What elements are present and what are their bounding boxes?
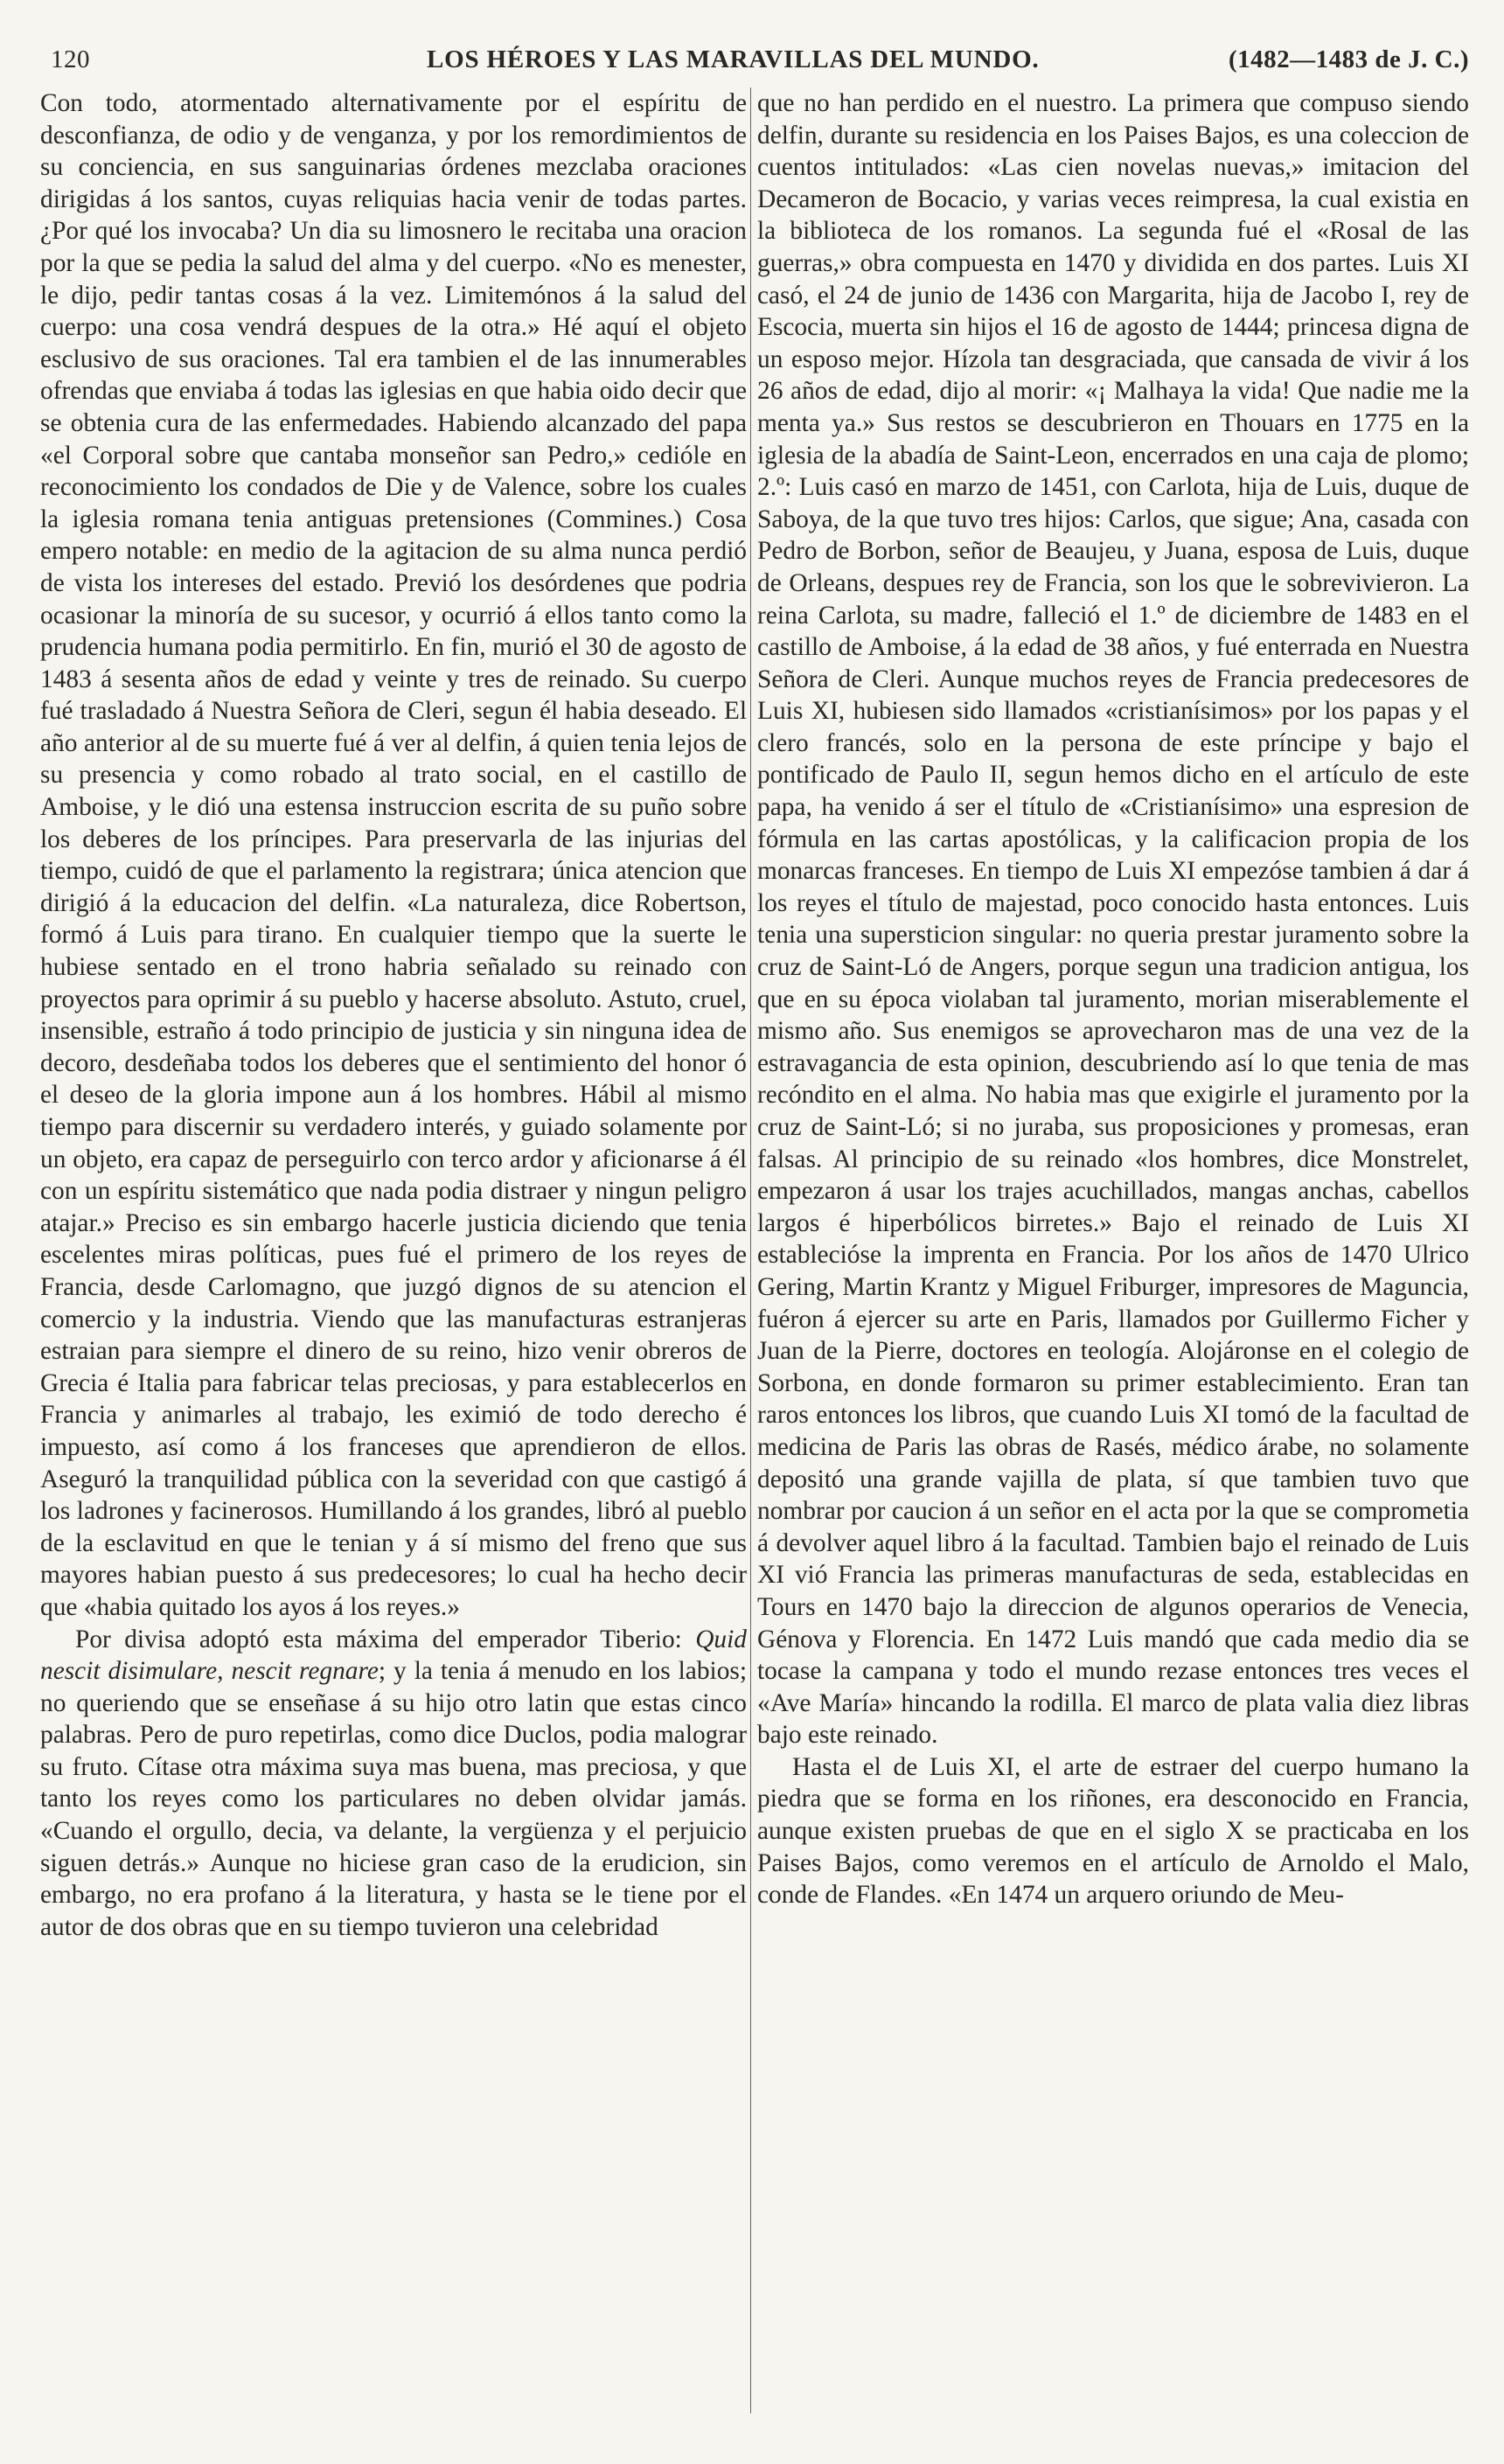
latin-motto: Quid nescit disimulare, nescit regnare <box>40 1625 747 1686</box>
motto-continuation: ; y la tenia á menudo en los labios; no queriendo que se enseñase á su hijo otro latin que estas cinco palabras. Pero de puro repetirlas, como dice Duclos, podia malograr su fruto. Cítase otra máxima suya mas buena, mas preciosa, y que tanto los reyes como los particulares no deben olvidar jamás. «Cuando el orgullo, decia, va delante, la vergüenza y el perjuicio siguen detrás.» Aunque no hiciese gran caso de la erudicion, sin embargo, no era profano á la literatura, y hasta se le tiene por el autor de dos obras que en su tiempo tuvieron una celebridad <box>40 1657 747 1941</box>
left-paragraph-2 <box>40 1624 747 1944</box>
page-number: 120 <box>51 45 90 73</box>
left-paragraph-1: Con todo, atormentado alternativamente por el espíritu de desconfianza, de odio y de venganza, y por los remordimientos de su conciencia, en sus sanguinarias órdenes mezclaba oraciones dirigidas á los santos, cuyas reliquias hacia venir de todas partes. ¿Por qué los invocaba? Un dia su limosnero le recitaba una oracion por la que se pedia la salud del alma y del cuerpo. «No es menester, le dijo, pedir tantas cosas á la vez. Limitemónos á la salud del cuerpo: una cosa vendrá despues de la otra.» Hé aquí el objeto esclusivo de sus oraciones. Tal era tambien el de las innumerables ofrendas que enviaba á todas las iglesias en que habia oido decir que se obtenia cura de las enfermedades. Habiendo alcanzado del papa «el Corporal sobre que cantaba monseñor san Pedro,» cedióle en reconocimiento los condados de Die y de Valence, sobre los cuales la iglesia romana tenia antiguas pretensiones (Commines.) Cosa empero notable: en medio de la agitacion de su alma nunca perdió de vista los intereses del estado. Previó los desórdenes que podria ocasionar la minoría de su sucesor, y ocurrió á ellos tanto como la prudencia humana podia permitirlo. En fin, murió el 30 de agosto de 1483 á sesenta años de edad y veinte y tres de reinado. Su cuerpo fué trasladado á Nuestra Señora de Cleri, segun él habia deseado. El año anterior al de su muerte fué á ver al delfin, á quien tenia lejos de su presencia y como robado al trato social, en el castillo de Amboise, y le dió una estensa instruccion escrita de su puño sobre los deberes de los príncipes. Para preservarla de las injurias del tiempo, cuidó de que el parlamento la registrara; única atencion que dirigió á la educacion del delfin. «La naturaleza, dice Robertson, formó á Luis para tirano. En cualquier tiempo que la suerte le hubiese sentado en el trono habria señalado su reinado con proyectos para oprimir á su pueblo y hacerse absoluto. Astuto, cruel, insensible, estraño á todo principio de justicia y sin ninguna idea de decoro, desdeñaba todos los deberes que el sentimiento del honor ó el deseo de la gloria impone aun á los hombres. Hábil al mismo tiempo para discernir su verdadero interés, y guiado solamente por un objeto, era capaz de perseguirlo con terco ardor y aficionarse á él con un espíritu sistemático que nada podia distraer y ningun peligro atajar.» Preciso es sin embargo hacerle justicia diciendo que tenia escelentes miras políticas, pues fué el primero de los reyes de Francia, desde Carlomagno, que juzgó dignos de su atencion el comercio y la industria. Viendo que las manufacturas estranjeras estraian para siempre el dinero de su reino, hizo venir obreros de Grecia é Italia para fabricar telas preciosas, y para establecerlos en Francia y animarles al trabajo, les eximió de todo derecho é impuesto, así como á los franceses que aprendieron de ellos. Aseguró la tranquilidad pública con la severidad con que castigó á los ladrones y facinerosos. Humillando á los grandes, libró al pueblo de la esclavitud en que le tenian y á sí mismo del freno que sus mayores habian puesto á sus predecesores; lo cual ha hecho decir que «habia quitado los ayos á los reyes.» <box>40 89 747 1621</box>
date-range: (1482—1483 de J. C.) <box>1228 45 1469 73</box>
left-column <box>40 87 747 2413</box>
right-paragraph-2: Hasta el de Luis XI, el arte de estraer del cuerpo humano la piedra que se forma en los riñones, era desconocido en Francia, aunque existen pruebas de que en el siglo X se practicaba en los Paises Bajos, como veremos en el artículo de Arnoldo el Malo, conde de Flandes. «En 1474 un arquero oriundo de Meu- <box>757 1752 1469 1910</box>
motto-intro: Por divisa adoptó esta máxima del emperador Tiberio: <box>75 1625 696 1653</box>
column-divider <box>750 87 751 2413</box>
page-header <box>51 45 1469 84</box>
right-column <box>757 87 1469 2413</box>
running-title: LOS HÉROES Y LAS MARAVILLAS DEL MUNDO. <box>427 45 1040 73</box>
right-paragraph-1: que no han perdido en el nuestro. La primera que compuso siendo delfin, durante su residencia en los Paises Bajos, es una coleccion de cuentos intitulados: «Las cien novelas nuevas,» imitacion del Decameron de Bocacio, y varias veces reimpresa, la cual existia en la biblioteca de los romanos. La segunda fué el «Rosal de las guerras,» obra compuesta en 1470 y dividida en dos partes. Luis XI casó, el 24 de junio de 1436 con Margarita, hija de Jacobo I, rey de Escocia, muerta sin hijos el 16 de agosto de 1444; princesa digna de un esposo mejor. Hízola tan desgraciada, que cansada de vivir á los 26 años de edad, dijo al morir: «¡ Malhaya la vida! Que nadie me la menta ya.» Sus restos se descubrieron en Thouars en 1775 en la iglesia de la abadía de Saint-Leon, encerrados en una caja de plomo; 2.º: Luis casó en marzo de 1451, con Carlota, hija de Luis, duque de Saboya, de la que tuvo tres hijos: Carlos, que sigue; Ana, casada con Pedro de Borbon, señor de Beaujeu, y Juana, esposa de Luis, duque de Orleans, despues rey de Francia, son los que le sobrevivieron. La reina Carlota, su madre, falleció el 1.º de diciembre de 1483 en el castillo de Amboise, á la edad de 38 años, y fué enterrada en Nuestra Señora de Cleri. Aunque muchos reyes de Francia predecesores de Luis XI, hubiesen sido llamados «cristianísimos» por los papas y el clero francés, solo en la persona de este príncipe y bajo el pontificado de Paulo II, segun hemos dicho en el artículo de este papa, ha venido á ser el título de «Cristianísimo» una espresion de fórmula en las cartas apostólicas, y la calificacion propia de los monarcas franceses. En tiempo de Luis XI empezóse tambien á dar á los reyes el título de majestad, poco conocido hasta entonces. Luis tenia una supersticion singular: no queria prestar juramento sobre la cruz de Saint-Ló de Angers, porque segun una tradicion antigua, los que en su época violaban tal juramento, morian miserablemente el mismo año. Sus enemigos se aprovecharon mas de una vez de la estravagancia de esta opinion, descubriendo así lo que tenia de mas recóndito en el alma. No habia mas que exigirle el juramento por la cruz de Saint-Ló; si no juraba, sus proposiciones y promesas, eran falsas. Al principio de su reinado «los hombres, dice Monstrelet, empezaron á usar los trajes acuchillados, mangas anchas, cabellos largos é hiperbólicos birretes.» Bajo el reinado de Luis XI establecióse la imprenta en Francia. Por los años de 1470 Ulrico Gering, Martin Krantz y Miguel Friburger, impresores de Maguncia, fuéron á ejercer su arte en Paris, llamados por Guillermo Ficher y Juan de la Pierre, doctores en teología. Alojáronse en el colegio de Sorbona, en donde formaron su primer establecimiento. Eran tan raros entonces los libros, que cuando Luis XI tomó de la facultad de medicina de Paris las obras de Rasés, médico árabe, no solamente depositó una grande vajilla de plata, sí que tambien tuvo que nombrar por caucion á un señor en el acta por la que se comprometia á devolver aquel libro á la facultad. Tambien bajo el reinado de Luis XI vió Francia las primeras manufacturas de seda, establecidas en Tours en 1470 bajo la direccion de algunos operarios de Venecia, Génova y Florencia. En 1472 Luis mandó que cada medio dia se tocase la campana y todo el mundo rezase entonces tres veces el «Ave María» hincando la rodilla. El marco de plata valia diez libras bajo este reinado. <box>757 89 1469 1750</box>
